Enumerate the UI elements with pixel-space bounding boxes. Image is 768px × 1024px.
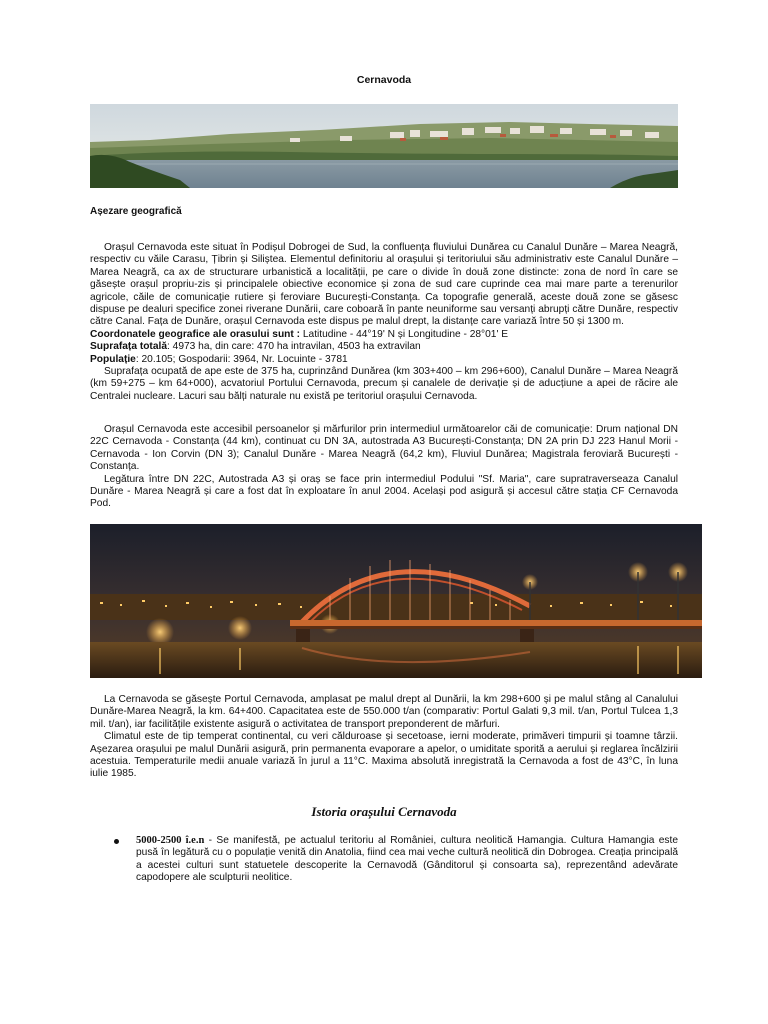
coordinates-line [90,329,678,341]
population-line [90,354,678,366]
history-era: 5000-2500 î.e.n [136,835,205,846]
photo-city-panorama [90,104,678,188]
page-title: Cernavoda [356,74,412,86]
history-item-text [136,835,678,885]
paragraph-water: Suprafața ocupată de ape este de 375 ha, cuprinzând Dunărea (km 303+400 – km 296+600), Canalul Dunăre – Marea Neagră (km 59+275 – km 64+000), acvatoriul Portului Cernavoda, precum și canalele de derivație și de aducțiune a apei de răcire ale Centralei nucleare. Lacuri sau bălți naturale nu există pe teritoriul orașului Cernavoda. [90,366,678,402]
history-list-item [114,835,678,885]
population-label: Populație [90,353,136,365]
coordinates-value: Latitudine - 44°19' N și Longitudine - 28°01' E [302,328,509,340]
coordinates-label: Coordonatele geografice ale orasului sunt : [90,328,301,340]
paragraph-location: Orașul Cernavoda este situat în Podișul Dobrogei de Sud, la confluența fluviului Dunărea cu Canalul Dunăre – Marea Neagră, respectiv cu văile Carasu, Țibrin și Siliștea. Elementul definitoriu al orașului și teritoriului său administrativ este Canalul Dunăre – Marea Neagră, ca ax de structurare urbanistică a localității, pe care o divide în două zone distincte: zona de nord în care se găsește orașul propriu-zis și principalele obiective economice și zona de sud care cuprinde cea mai mare parte a terenurilor agricole, căile de comunicație rutiere și feroviare București-Constanța. Ca topografie generală, aceste două zone se găsesc dispuse pe dealuri specifice zonei riverane Dunării, care coboară în pante neuniforme sau versanți abrupți către Dunăre, respectiv către Canal. Fața de Dunăre, orașul Cernavoda este dispus pe malul drept, la distanțe care variază între 50 și 1300 m. [90,242,678,328]
area-value: : 4973 ha, din care: 470 ha intravilan, 4503 ha extravilan [167,341,421,353]
history-description: - Se manifestă, pe actualul teritoriu al României, cultura neolitică Hamangia. Cultura Hamangia este pusă în legătură cu o populație venită din Anatolia, fiind cea mai veche cultură neolitică din Dobrogea. Creația principală a acestei culturi sunt statuetele descoperite la Cernavodă (Gânditorul și consoarta sa), reprezentând adevărate capodopere ale sculpturii neolitice. [136,835,678,884]
area-label: Suprafața totală [90,341,167,353]
geography-block [90,242,678,403]
bullet-icon [114,839,119,844]
population-value: : 20.105; Gospodarii: 3964, Nr. Locuinte - 3781 [135,353,348,365]
port-climate-block [90,694,678,781]
paragraph-bridge: Legătura între DN 22C, Autostrada A3 și oraș se face prin intermediul Podului "Sf. Maria", care supratraverseaza Canalul Dunăre - Marea Neagră și care a fost dat în exploatare în anul 2004. Același pod asigură și accesul către stația CF Cernavoda Pod. [90,473,678,510]
paragraph-port: La Cernavoda se găsește Portul Cernavoda, amplasat pe malul drept al Dunării, la km 298+600 și pe malul stâng al Canalului Dunăre-Marea Neagră, la km. 64+400. Capacitatea este de 550.000 t/an (comparativ: Portul Galati 9,3 mil. t/an, Portul Tulcea 1,3 mil. t/an), iar facilitățile existente asigură o activitatea de transport preponderent de mărfuri. [90,694,678,730]
paragraph-climate: Climatul este de tip temperat continental, cu veri călduroase și secetoase, ierni moderate, primăveri timpurii și toamne târzii. Așezarea orașului pe malul Dunării asigură, prin permanenta evaporare a apelor, o umiditate sporită a aerului și reglarea încălzirii acestuia. Temperaturile medii anuale variază în jurul a 11°C. Maxima absolută inregistrată la Cernavoda a fost de 43°C, în luna iulie 1985. [90,731,678,780]
section-heading-history: Istoria orașului Cernavoda [311,804,457,819]
access-block [90,424,678,511]
section-heading-geography: Așezare geografică [90,206,182,217]
area-line [90,341,678,353]
photo-bridge-night [90,524,702,678]
paragraph-access: Orașul Cernavoda este accesibil persoanelor și mărfurilor prin intermediul următoarelor căi de comunicație: Drum național DN 22C Cernavoda - Constanța (44 km), continuat cu DN 3A, autostrada A3 București-Constanța; DN 2A prin DJ 223 Hanul Morii - Cernavoda - Ion Corvin (DN 3); Canalul Dunăre - Marea Neagră (64,2 km), Fluviul Dunărea; Magistrala feroviară București - Constanța. [90,424,678,473]
